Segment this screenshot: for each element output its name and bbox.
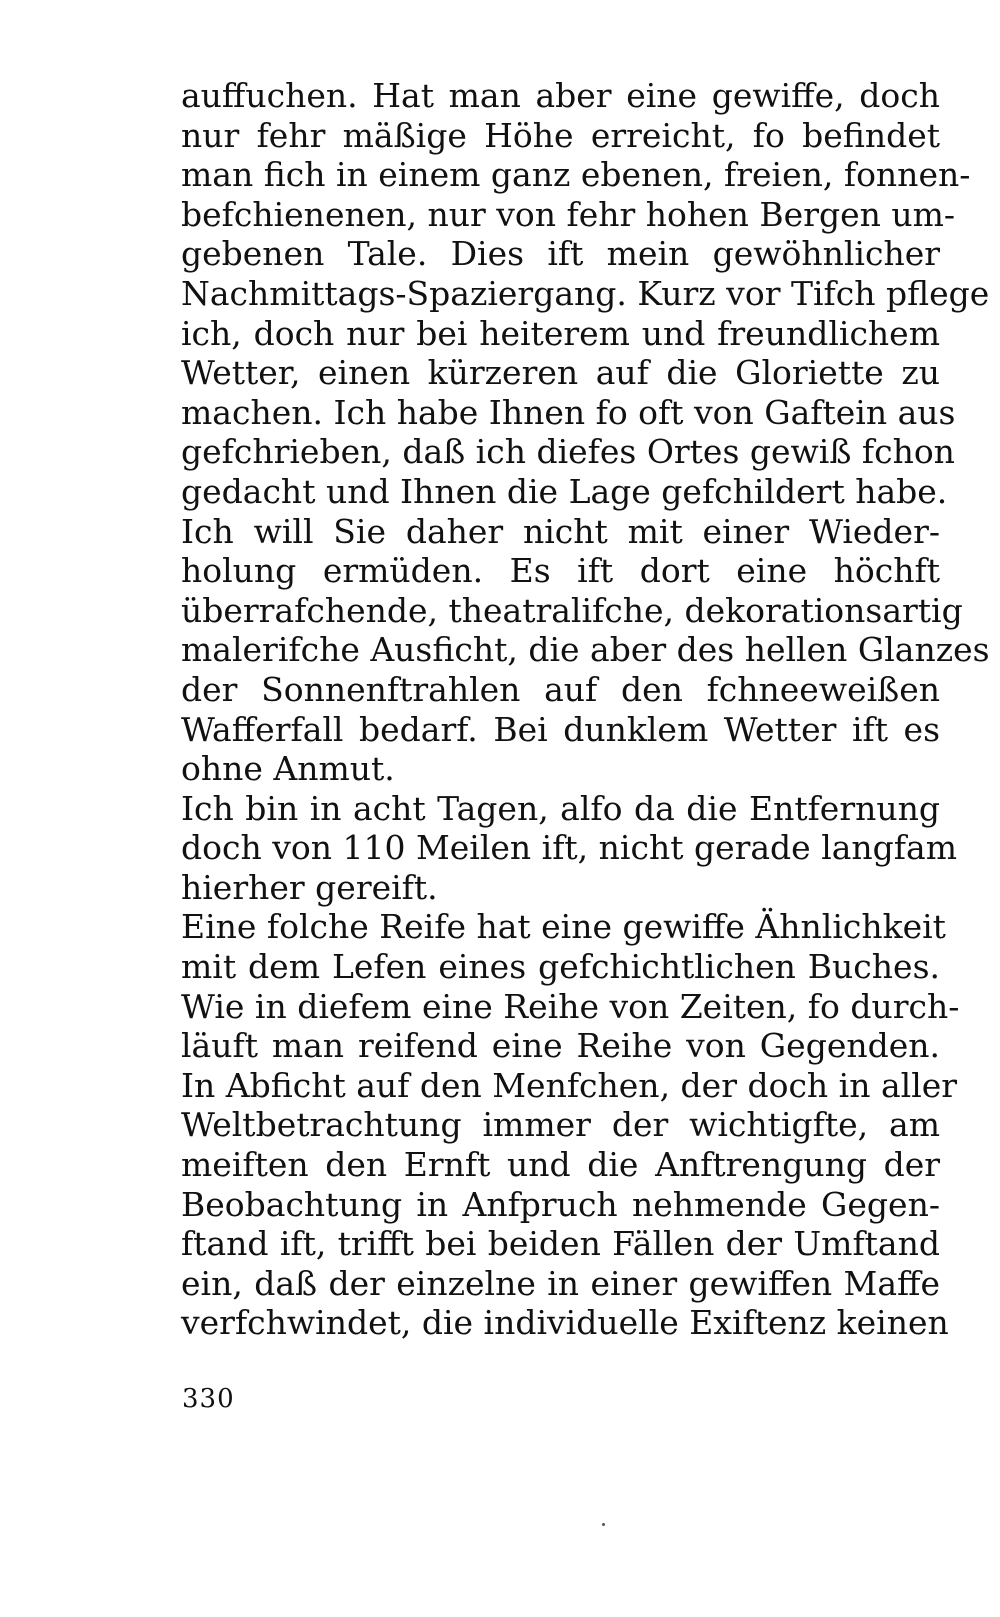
text-line: gefchrieben, daß ich diefes Ortes gewiß fchon [181,432,955,472]
text-line: gebenen Tale. Dies ift mein gewöhnlicher [181,234,940,274]
text-line: man fich in einem ganz ebenen, freien, fonnen- [181,155,971,195]
text-line: befchienenen, nur von fehr hohen Bergen um- [181,194,956,234]
page-number: 330 [182,1384,235,1414]
text-line: ftand ift, trifft bei beiden Fällen der Umftand [181,1224,940,1264]
text-line: holung ermüden. Es ift dort eine höchft [181,551,940,591]
text-line: mit dem Lefen eines gefchichtlichen Buches. [181,947,940,987]
text-line: malerifche Ausficht, die aber des hellen Glanzes [181,630,990,670]
body-text [181,76,990,1343]
text-line: Weltbetrachtung immer der wichtigfte, am [181,1105,940,1145]
text-line: auffuchen. Hat man aber eine gewiffe, doch [181,76,940,115]
text-line: Eine folche Reife hat eine gewiffe Ähnlichkeit [181,907,946,947]
text-line: der Sonnenftrahlen auf den fchneeweißen [181,669,940,709]
text-line: gedacht und Ihnen die Lage gefchildert habe. [181,471,948,511]
text-line: meiften den Ernft und die Anftrengung der [181,1145,940,1185]
text-line: machen. Ich habe Ihnen fo oft von Gaftein aus [181,392,956,432]
text-line: Nachmittags-Spaziergang. Kurz vor Tifch pflege [181,273,990,313]
text-line: Ich bin in acht Tagen, alfo da die Entfernung [181,788,940,828]
scan-speck [602,1523,605,1526]
text-line: In Abficht auf den Menfchen, der doch in aller [181,1065,958,1105]
text-line: verfchwindet, die individuelle Exiftenz keinen [181,1303,949,1343]
text-line: Wie in diefem eine Reihe von Zeiten, fo durch- [181,986,960,1026]
text-line: ich, doch nur bei heiterem und freundlichem [181,313,940,353]
text-line: Ich will Sie daher nicht mit einer Wieder- [181,511,940,551]
text-line: ein, daß der einzelne in einer gewiffen Maffe [181,1263,940,1303]
text-line: nur fehr mäßige Höhe erreicht, fo befindet [181,115,940,155]
paragraph-end-line: hierher gereift. [181,867,438,907]
text-line: überrafchende, theatralifche, dekorationsartig [181,590,963,630]
text-line: doch von 110 Meilen ift, nicht gerade langfam [181,828,957,868]
text-line: Beobachtung in Anfpruch nehmende Gegen- [181,1184,940,1224]
text-line: Wetter, einen kürzeren auf die Gloriette zu [181,353,940,393]
text-line: läuft man reifend eine Reihe von Gegenden. [181,1026,940,1066]
text-line: Wafferfall bedarf. Bei dunklem Wetter ift es [181,709,940,749]
paragraph-end-line: ohne Anmut. [181,749,395,789]
